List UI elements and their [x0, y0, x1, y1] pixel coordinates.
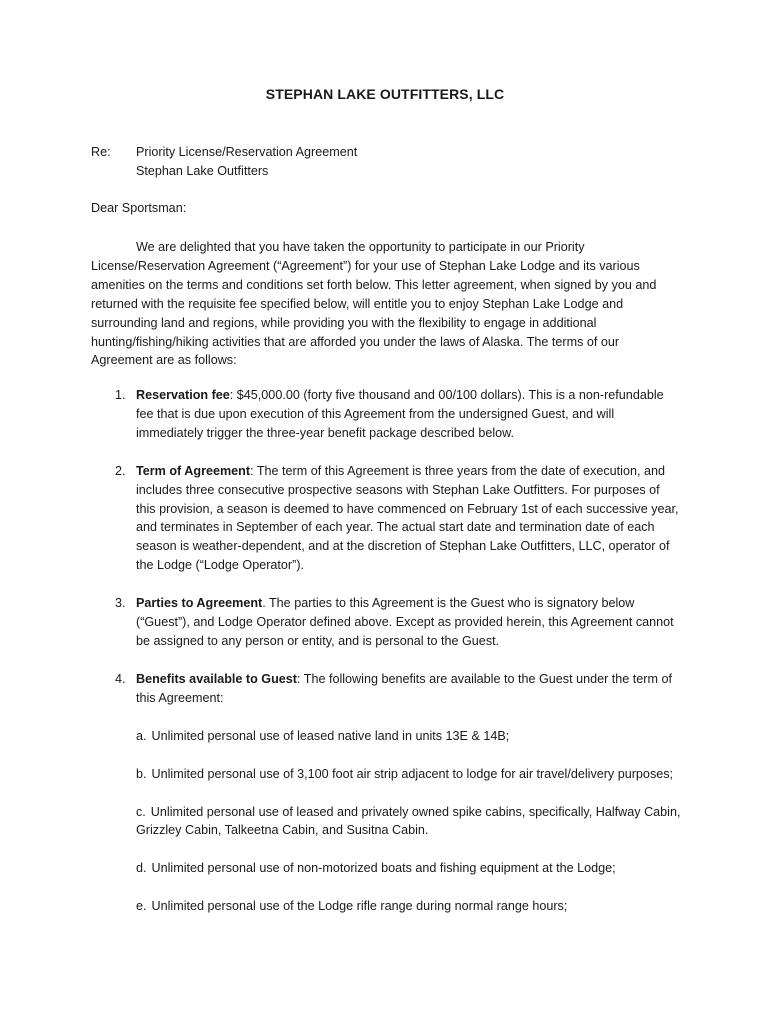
benefit-text: Unlimited personal use of leased native land in units 13E & 14B; — [151, 728, 510, 743]
term-number: 1. — [115, 388, 126, 402]
benefit-text: Unlimited personal use of leased and privately owned spike cabins, specifically, Halfway Cabin, Grizzley Cabin, Talkeetna Cabin, and Susitna Cabin. — [136, 804, 681, 838]
term-text: : The term of this Agreement is three years from the date of execution, and includes three consecutive prospective seasons with Stephan Lake Outfitters. For purposes of this provision, a season is deemed to have commenced on February 1st of each successive year, and terminates in September of each year. The actual start date and termination date of each season is weather-dependent, and at the discretion of Stephan Lake Outfitters, LLC, operator of the Lodge (“Lodge Operator”). — [136, 463, 679, 573]
term-text: : $45,000.00 (forty five thousand and 00/100 dollars). This is a non-refundable fee that is due upon execution of this Agreement from the undersigned Guest, and will immediately trigger the three-year benefit package described below. — [136, 388, 664, 440]
re-line-1: Priority License/Reservation Agreement — [136, 145, 358, 159]
term-heading: Reservation fee — [136, 388, 230, 402]
term-heading: Parties to Agreement — [136, 596, 263, 611]
benefit-text: Unlimited personal use of 3,100 foot air strip adjacent to lodge for air travel/delivery purposes; — [151, 766, 674, 781]
benefit-letter: d. — [136, 861, 147, 876]
term-item — [91, 386, 681, 443]
term-number: 4. — [115, 671, 126, 686]
term-heading: Term of Agreement — [136, 463, 251, 478]
intro-paragraph: We are delighted that you have taken the opportunity to participate in our Priority License/Reservation Agreement (“Agreement”) for your use of Stephan Lake Lodge and its various amenities on the terms and conditions set forth below. This letter agreement, when signed by you and returned with the requisite fee specified below, will entitle you to enjoy Stephan Lake Lodge and surrounding land and regions, while providing you with the flexibility to engage in additional hunting/fishing/hiking activities that are afforded you under the laws of Alaska. The terms of our Agreement are as follows: — [91, 240, 657, 368]
benefit-letter: b. — [136, 766, 147, 781]
salutation: Dear Sportsman: — [91, 201, 187, 215]
benefit-letter: a. — [136, 728, 147, 743]
benefit-letter: e. — [136, 899, 147, 914]
benefit-item — [91, 803, 681, 841]
benefit-item — [91, 897, 681, 916]
re-line-2: Stephan Lake Outfitters — [136, 164, 269, 178]
benefit-text: Unlimited personal use of non-motorized boats and fishing equipment at the Lodge; — [151, 861, 616, 876]
benefit-text: Unlimited personal use of the Lodge rifle range during normal range hours; — [151, 899, 568, 914]
terms-list — [91, 386, 681, 935]
benefit-item — [91, 859, 681, 878]
benefit-letter: c. — [136, 804, 146, 819]
document-title: STEPHAN LAKE OUTFITTERS, LLC — [265, 86, 505, 102]
term-item — [91, 670, 681, 708]
term-heading: Benefits available to Guest — [136, 671, 297, 686]
term-item — [91, 462, 681, 575]
term-number: 2. — [115, 463, 126, 478]
term-number: 3. — [115, 596, 126, 611]
term-item — [91, 594, 681, 651]
re-label: Re: — [91, 145, 111, 159]
term-text: . The parties to this Agreement is the Guest who is signatory below (“Guest”), and Lodge Operator defined above. Except as provided herein, this Agreement cannot be assigned to any person or entity, and is personal to the Guest. — [136, 596, 674, 648]
re-subject — [136, 143, 536, 181]
benefit-item — [91, 727, 681, 746]
term-text: : The following benefits are available to the Guest under the term of this Agreement: — [136, 671, 672, 705]
benefit-item — [91, 765, 681, 784]
